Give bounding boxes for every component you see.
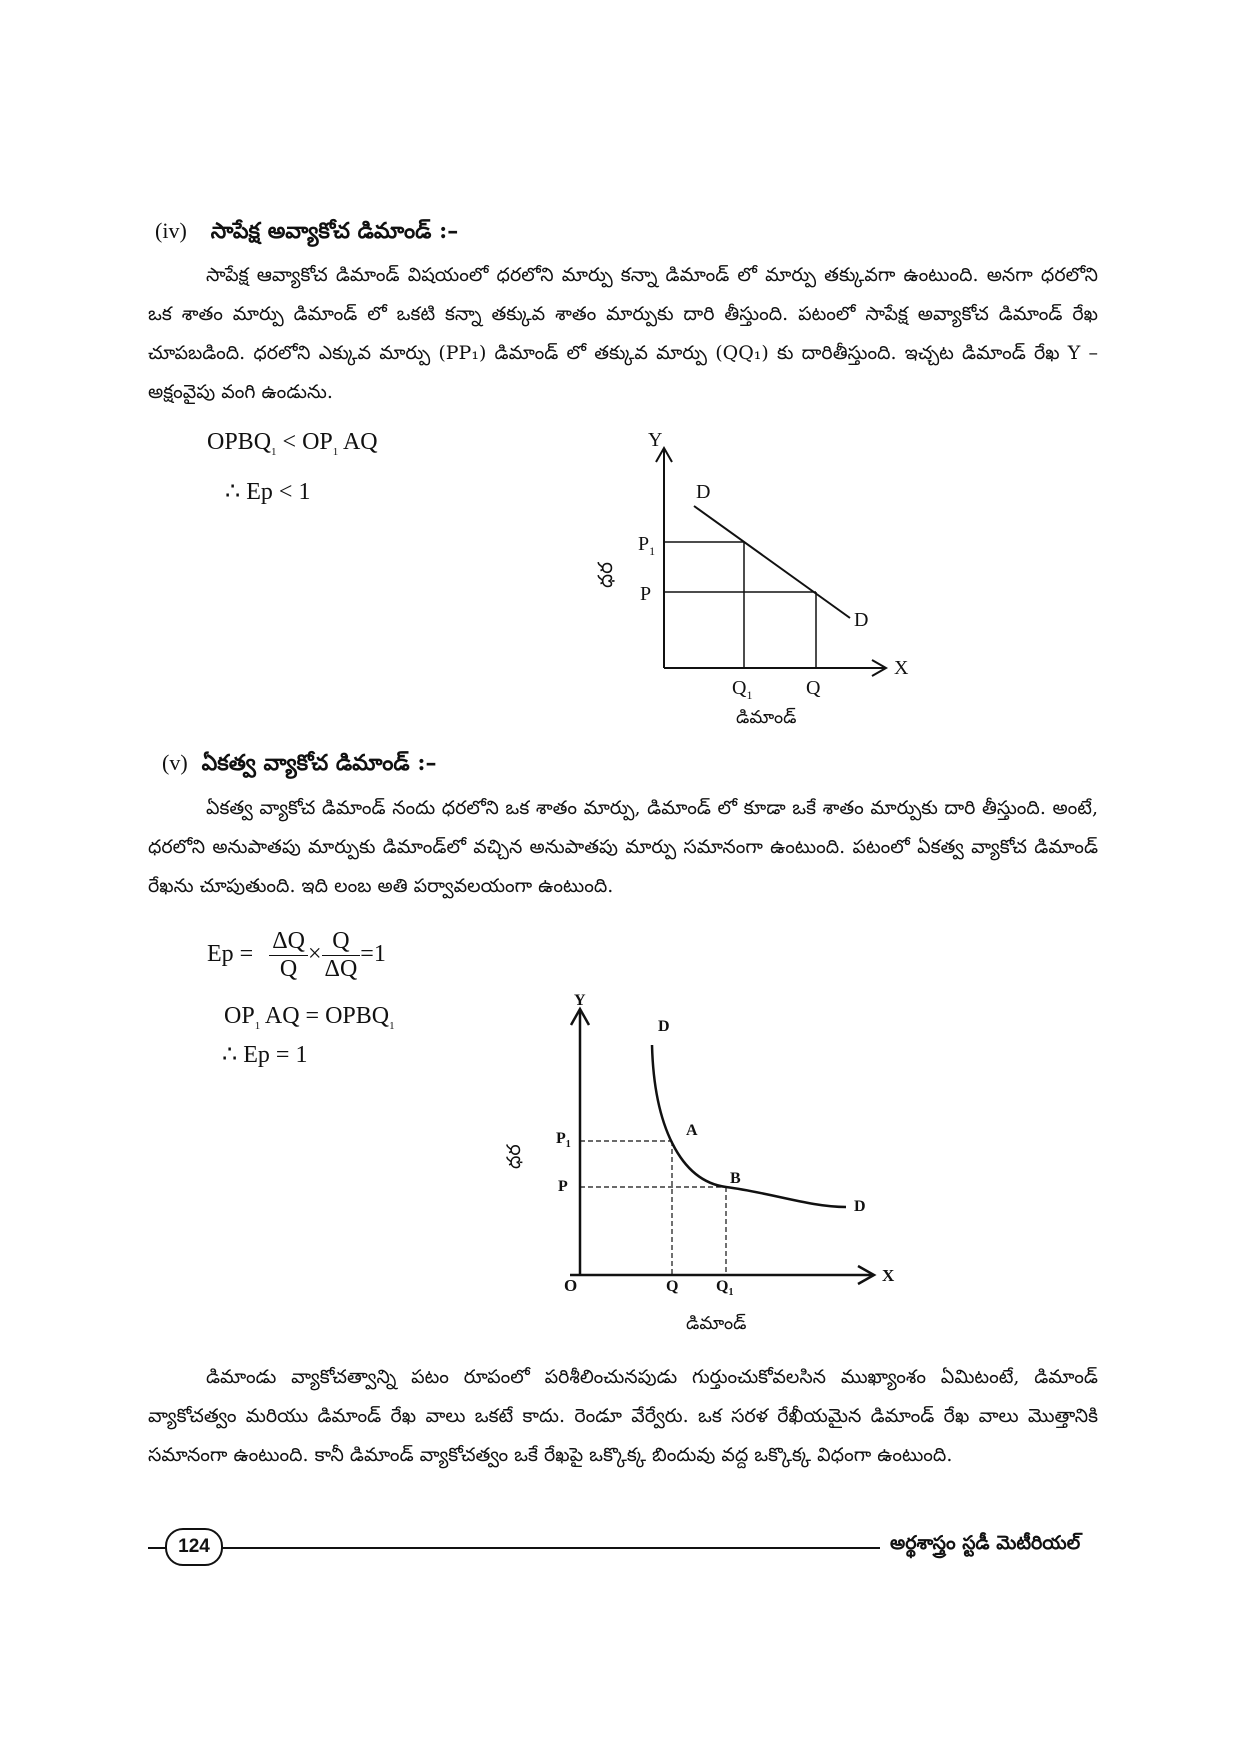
- footer-rule: [148, 1547, 880, 1549]
- fig2-x-label: X: [882, 1266, 895, 1285]
- formula1-part-b: < OP: [282, 429, 333, 455]
- formula1-part-c: AQ: [342, 429, 378, 455]
- formula1-part-a: OPBQ: [207, 429, 272, 455]
- fig1-y-label: Y: [648, 429, 663, 451]
- ep-label: Ep =: [207, 941, 254, 968]
- section-iv-title: సాపేక్ష అవ్యాకోచ డిమాండ్ :–: [210, 218, 459, 244]
- fig1-q1-subscript: 1: [746, 688, 753, 702]
- section-v-paragraph: ఏకత్వ వ్యాకోచ డిమాండ్ నందు ధరలోని ఒక శాతం మార్పు, డిమాండ్ లో కూడా ఒకే శాతం మార్పుకు దారి తీస్తుంది. అంటే, ధరలోని అనుపాతపు మార్పుకు డిమాండ్‌లో వచ్చిన అనుపాతపు మార్పు సమానంగా ఉంటుంది. పటంలో ఏకత్వ వ్యాకోచ డిమాండ్ రేఖను చూపుతుంది. ఇది లంబ అతి పర్వావలయంగా ఉంటుంది.: [148, 797, 1098, 897]
- fig1-q-label: Q: [806, 677, 821, 699]
- fig1-q1-text: Q: [732, 677, 747, 699]
- eq2-sub-2: 1: [389, 1019, 395, 1032]
- fig2-p1-label: [556, 1130, 571, 1150]
- fig2-q1-label: [716, 1278, 733, 1298]
- fig2-p1-text: P: [556, 1130, 566, 1147]
- fraction-2-numerator: Q: [322, 928, 361, 956]
- section-v-formula-1: [207, 928, 386, 983]
- fraction-2-denominator: ΔQ: [324, 956, 358, 982]
- section-iv-formula-2: ∴ Ep < 1: [225, 479, 311, 505]
- page-number: 124: [165, 1528, 223, 1566]
- figure-unitary-demand: [490, 985, 910, 1345]
- fig1-x-label: X: [894, 657, 909, 679]
- section-v-formula-2: [224, 1003, 395, 1032]
- fig2-point-b-label: B: [730, 1170, 741, 1187]
- section-v-title: ఏకత్వ వ్యాకోచ డిమాండ్ :–: [201, 750, 437, 776]
- footer-title: అర్థశాస్త్రం స్టడీ మెటీరియల్: [890, 1532, 1081, 1554]
- eq2-part-b: AQ = OPBQ: [264, 1003, 390, 1029]
- fig1-curve-label-bottom: D: [854, 609, 869, 631]
- fig2-q-label: Q: [666, 1278, 679, 1295]
- section-iv-number: (iv): [155, 218, 187, 243]
- fig1-p-label: P: [640, 583, 652, 605]
- closing-paragraph: డిమాండు వ్యాకోచత్వాన్ని పటం రూపంలో పరిశీలించునపుడు గుర్తుంచుకోవలసిన ముఖ్యాంశం ఏమిటంటే, డిమాండ్ వ్యాకోచత్వం మరియు డిమాండ్ రేఖ వాలు ఒకటే కాదు. రెండూ వేర్వేరు. ఒక సరళ రేఖీయమైన డిమాండ్ రేఖ వాలు మొత్తానికి సమానంగా ఉంటుంది. కానీ డిమాండ్ వ్యాకోచత్వం ఒకే రేఖపై ఒక్కొక్క బిందువు వద్ద ఒక్కొక్క విధంగా ఉంటుంది.: [148, 1366, 1098, 1466]
- fig2-demand-curve: [652, 1045, 846, 1207]
- fig2-curve-label-right: D: [854, 1198, 866, 1215]
- section-v-heading: [162, 750, 436, 781]
- fig1-y-title: ధర: [593, 562, 617, 588]
- fraction-1: [269, 928, 308, 983]
- fraction-1-numerator: ΔQ: [269, 928, 308, 956]
- fig2-y-title: ధర: [503, 1144, 525, 1169]
- fig2-curve-label-top: D: [658, 1018, 670, 1035]
- eq2-sub: 1: [254, 1019, 261, 1032]
- fig2-p1-subscript: 1: [565, 1139, 571, 1150]
- fig1-p1-text: P: [638, 533, 650, 555]
- fig2-p-label: P: [558, 1178, 568, 1195]
- section-v-number: (v): [162, 750, 188, 775]
- fig2-y-label: Y: [574, 992, 586, 1009]
- formula1-sub-2: 1: [332, 445, 339, 458]
- fraction-2: [322, 928, 361, 983]
- section-iv-heading: [155, 218, 458, 249]
- figure-inelastic-demand: [590, 420, 930, 730]
- fig2-x-title: డిమాండ్: [686, 1313, 747, 1334]
- section-v-formula-3: ∴ Ep = 1: [222, 1042, 308, 1068]
- equals-one: =1: [360, 941, 386, 968]
- fig1-demand-line: [694, 506, 850, 618]
- fig2-point-a-label: A: [686, 1122, 698, 1139]
- fig1-p1-label: [638, 533, 655, 558]
- section-iv-paragraph: సాపేక్ష ఆవ్యాకోచ డిమాండ్ విషయంలో ధరలోని మార్పు కన్నా డిమాండ్ లో మార్పు తక్కువగా ఉంటుంది. అనగా ధరలోని ఒక శాతం మార్పు డిమాండ్ లో ఒకటి కన్నా తక్కువ శాతం మార్పుకు దారి తీస్తుంది. పటంలో సాపేక్ష అవ్యాకోచ డిమాండ్ రేఖ చూపబడింది. ధరలోని ఎక్కువ మార్పు (PP₁) డిమాండ్ లో తక్కువ మార్పు (QQ₁) కు దారితీస్తుంది. ఇచ్చట డిమాండ్ రేఖ Y – అక్షంవైపు వంగి ఉండును.: [148, 264, 1098, 403]
- fig2-q1-text: Q: [716, 1278, 729, 1295]
- times-sign: ×: [307, 941, 322, 968]
- section-iv-formula-1: [207, 429, 378, 458]
- fig1-x-title: డిమాండ్: [736, 707, 797, 728]
- fig2-q1-subscript: 1: [728, 1287, 734, 1298]
- fig1-p1-subscript: 1: [649, 544, 656, 558]
- fraction-1-denominator: Q: [279, 956, 298, 982]
- fig2-origin-label: O: [564, 1276, 578, 1295]
- eq2-part-a: OP: [224, 1003, 255, 1029]
- fig1-q1-label: [732, 677, 752, 702]
- fig1-curve-label-top: D: [696, 481, 711, 503]
- formula1-sub: 1: [271, 445, 277, 458]
